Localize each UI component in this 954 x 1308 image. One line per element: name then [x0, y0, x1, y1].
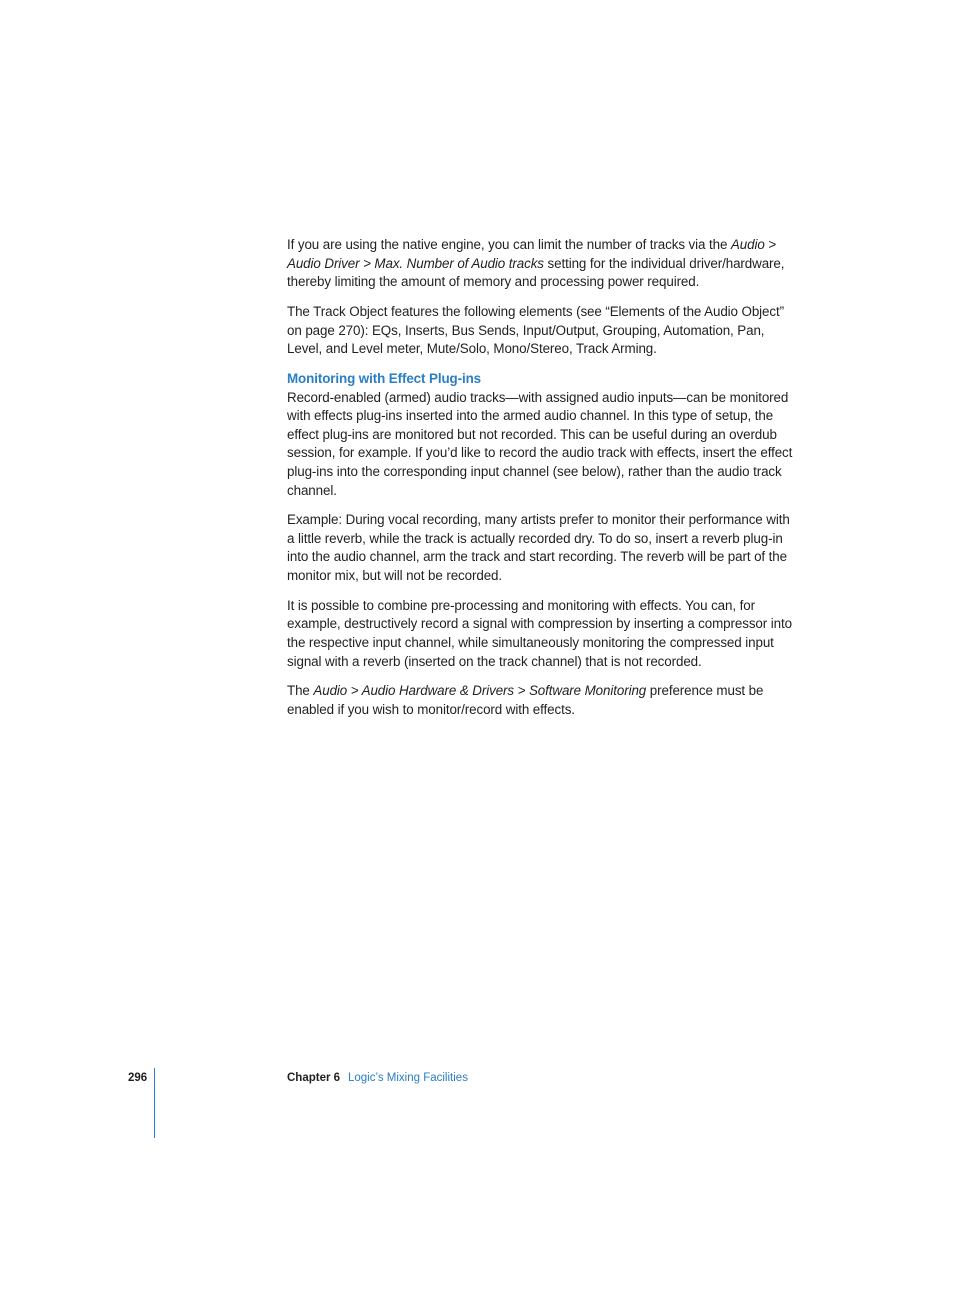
paragraph-software-monitoring — [287, 682, 797, 719]
paragraph-text: If you are using the native engine, you can limit the number of tracks via the — [287, 237, 731, 252]
paragraph-track-object: The Track Object features the following elements (see “Elements of the Audio Object” on page 270): EQs, Inserts, Bus Sends, Input/Output, Grouping, Automation, Pan, Level, and Level meter, Mute/Solo, Mono/Stereo, Track Arming. — [287, 303, 784, 357]
section-heading: Monitoring with Effect Plug-ins — [287, 370, 482, 386]
paragraph-text: The — [287, 683, 314, 699]
footer-rule — [154, 1068, 155, 1138]
page-number: 296 — [128, 1072, 148, 1084]
menu-path: Audio > Audio Hardware & Drivers > Software Monitoring — [313, 683, 647, 699]
chapter-label: Chapter 6 — [287, 1072, 341, 1084]
paragraph-record-enabled: Record-enabled (armed) audio tracks—with assigned audio inputs—can be monitored with effects plug-ins inserted into the armed audio channel. In this type of setup, the effect plug-ins are monitored but not recorded. This can be useful during an overdub session, for example. If you’d like to record the audio track with effects, insert the effect plug-ins into the corresponding input channel (see below), rather than the audio track channel. — [287, 389, 793, 498]
chapter-title: Logic’s Mixing Facilities — [348, 1072, 468, 1084]
paragraph-example: Example: During vocal recording, many artists prefer to monitor their performance with a little reverb, while the track is actually recorded dry. To do so, insert a reverb plug-in into the audio channel, arm the track and start recording. The reverb will be part of the monitor mix, but will not be recorded. — [287, 512, 790, 584]
paragraph-native-engine — [287, 236, 797, 292]
paragraph-text: preference must be enabled if you wish to monitor/record with effects. — [287, 683, 764, 717]
paragraph-pre-processing: It is possible to combine pre-processing and monitoring with effects. You can, for example, destructively record a signal with compression by inserting a compressor into the respective input channel, while simultaneously monitoring the compressed input signal with a reverb (inserted on the track channel) that is not recorded. — [287, 597, 792, 669]
paragraph-text: setting for the individual driver/hardware, thereby limiting the amount of memory and processing power required. — [287, 255, 785, 290]
menu-path: Audio > Audio Driver > Max. Number of Audio tracks — [287, 237, 777, 271]
main-content — [287, 236, 797, 731]
